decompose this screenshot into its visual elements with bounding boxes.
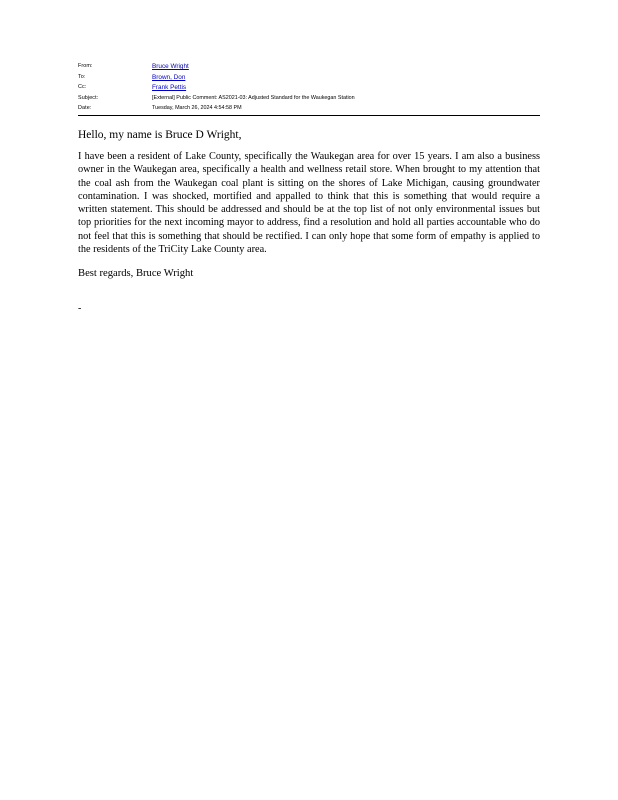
- table-row: [78, 73, 540, 84]
- signature-dash: -: [78, 303, 82, 314]
- header-divider: [78, 115, 540, 116]
- email-header: [78, 62, 540, 115]
- header-value-cc[interactable]: Frank Pettis: [152, 84, 187, 91]
- header-value-subject: [External] Public Comment: AS2021-03: Adjusted Standard for the Waukegan Station: [152, 94, 355, 101]
- body-paragraph: I have been a resident of Lake County, specifically the Waukegan area for over 15 years. I am also a business owner in the Waukegan area, specifically a health and wellness retail store. When brought to my attention that the coal ash from the Waukegan coal plant is sitting on the shores of Lake Michigan, causing groundwater contamination. I was shocked, mortified and appalled to think that this is something that would require a written statement. This should be addressed and should be at the top list of not only environmental issues but top priorities for the next incoming mayor to address, find a resolution and hold all parties accountable who do not feel that this is something that should be rectified. I can only hope that some form of empathy is applied to the residents of the TriCity Lake County area.: [78, 151, 540, 256]
- header-value-to[interactable]: Brown, Don: [152, 73, 186, 81]
- header-label-date: Date:: [78, 105, 92, 111]
- header-label-cc: Cc:: [78, 84, 87, 90]
- table-row: [78, 94, 540, 105]
- salutation-text: Hello, my name is Bruce D Wright,: [78, 129, 242, 141]
- table-row: [78, 104, 540, 115]
- closing-text: Best regards, Bruce Wright: [78, 268, 194, 279]
- table-row: [78, 62, 540, 73]
- header-value-date: Tuesday, March 26, 2024 4:54:58 PM: [152, 105, 242, 111]
- header-label-to: To:: [78, 73, 86, 80]
- table-row: [78, 83, 540, 94]
- header-value-from[interactable]: Bruce Wright: [152, 63, 189, 70]
- header-label-subject: Subject:: [78, 94, 99, 101]
- header-label-from: From:: [78, 63, 93, 69]
- email-header-table: [78, 62, 540, 115]
